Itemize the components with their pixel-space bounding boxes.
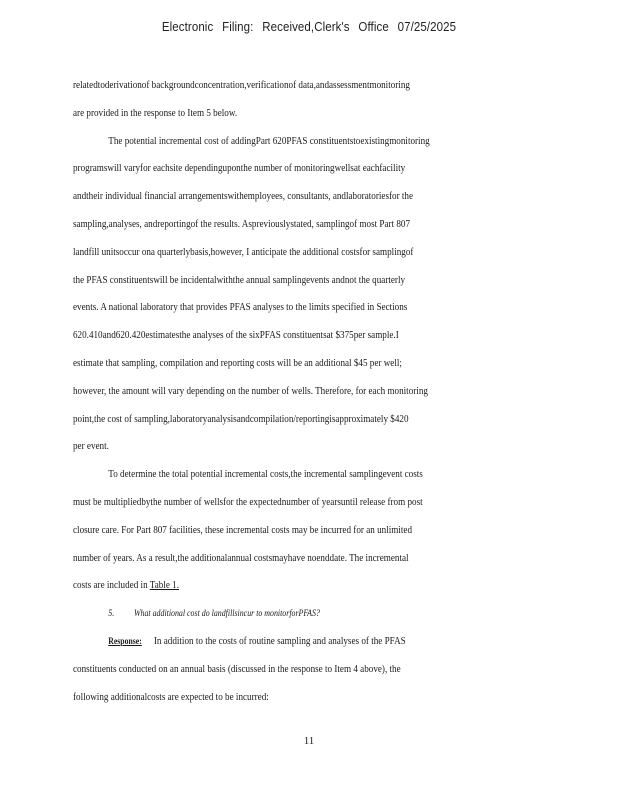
body-line: constituents conducted on an annual basis (discussed in the response to Item 4 above), the: [73, 663, 401, 675]
question-line: [73, 600, 469, 628]
body-line: estimate that sampling, compilation and reporting costs will be an additional $45 per well;: [73, 357, 402, 369]
document-body: [73, 72, 533, 711]
body-line: 620.410and620.420estimatesthe analyses of the sixPFAS constituentsat $375per sample.I: [73, 330, 399, 342]
question-text: What additional cost do landfillsincur to monitorforPFAS?: [133, 608, 320, 619]
body-line: number of years. As a result,the additionalannual costsmayhave noenddate. The incremental: [73, 552, 409, 564]
body-line: are provided in the response to Item 5 below.: [73, 107, 238, 119]
body-line: landfill unitsoccur ona quarterlybasis,however, I anticipate the additional costsfor samplingof: [73, 246, 414, 258]
body-line: the PFAS constituentswill be incidentalwiththe annual samplingevents andnot the quarterly: [73, 274, 406, 286]
body-line: must be multipliedbythe number of wellsfor the expectednumber of yearsuntil release from post: [73, 496, 423, 508]
body-line: closure care. For Part 807 facilities, these incremental costs may be incurred for an unlimited: [73, 524, 413, 536]
paragraph-first-line: The potential incremental cost of addingPart 620PFAS constituentstoexistingmonitoring: [108, 135, 430, 147]
paragraph-first-line: To determine the total potential incremental costs,the incremental samplingevent costs: [108, 469, 423, 481]
body-line-text: costs are included in: [73, 580, 148, 592]
response-label: Response:: [108, 635, 142, 646]
body-line: point,the cost of sampling,laboratoryanalysisandcompilation/reportingisapproximately $420: [73, 413, 409, 425]
page-number: 11: [303, 735, 315, 747]
body-line: andtheir individual financial arrangementswithemployees, consultants, andlaboratoriesfor the: [73, 191, 414, 203]
body-line: programswill varyfor eachsite dependinguponthe number of monitoringwellsat eachfacility: [73, 163, 406, 175]
body-line: sampling,analyses, andreportingof the results. Aspreviouslystated, samplingof most Part 807: [73, 218, 411, 230]
filing-header: Electronic Filing: Received,Clerk's Office 07/25/2025: [161, 20, 457, 34]
question-number: 5.: [108, 608, 115, 619]
table-reference: Table 1.: [149, 580, 179, 592]
response-text: In addition to the costs of routine sampling and analyses of the PFAS: [153, 635, 406, 647]
body-line: events. A national laboratory that provides PFAS analyses to the limits specified in Sections: [73, 302, 408, 314]
body-line: per event.: [73, 441, 109, 453]
body-line-with-table-ref: [73, 572, 469, 600]
body-line: relatedtoderivationof backgroundconcentration,verificationof data,andassessmentmonitoring: [73, 80, 410, 91]
response-first-line: [73, 628, 469, 656]
body-line: however, the amount will vary depending on the number of wells. Therefore, for each monitoring: [73, 385, 428, 397]
body-line: following additionalcosts are expected to be incurred:: [73, 691, 269, 703]
